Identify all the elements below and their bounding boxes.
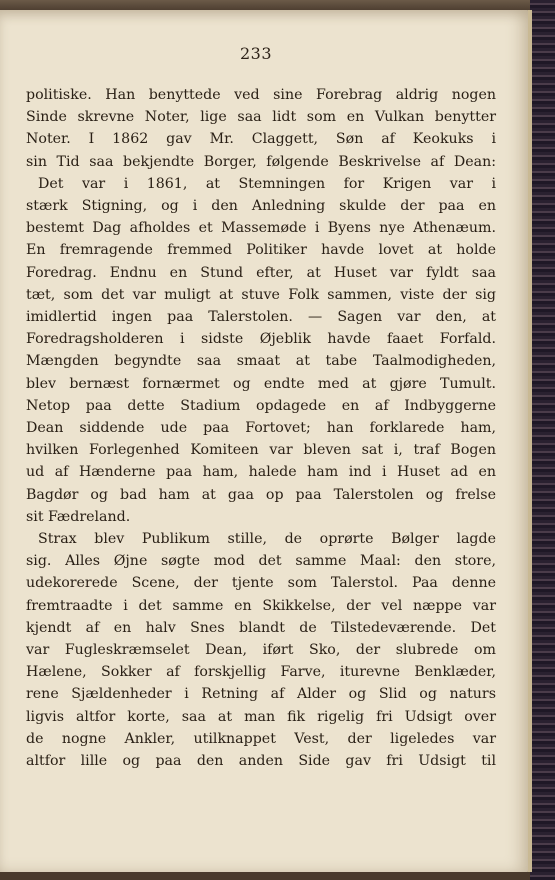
text-line: Det var i 1861, at Stemningen for Krigen var i [38, 175, 496, 192]
text-line: altfor lille og paa den anden Side gav fri Udsigt til [26, 753, 496, 770]
text-line: udekorerede Scene, der tjente som Talerstol. Paa denne [26, 575, 496, 592]
page-text [26, 84, 496, 772]
text-line: fremtraadte i det samme en Skikkelse, der vel næppe var [26, 597, 496, 614]
text-line: En fremragende fremmed Politiker havde lovet at holde [26, 242, 496, 259]
text-line: tæt, som det var muligt at stuve Folk sammen, viste der sig [26, 286, 496, 303]
text-line: Sinde skrevne Noter, lige saa lidt som en Vulkan benytter [26, 109, 496, 126]
text-line: Mængden begyndte saa smaat at tabe Taalmodigheden, [26, 353, 496, 370]
text-line: Strax blev Publikum stille, de oprørte Bølger lagde [38, 531, 496, 548]
text-line: Foredragsholderen i sidste Øjeblik havde faaet Forfald. [26, 331, 496, 348]
text-line: blev bernæst fornærmet og endte med at gjøre Tumult. [26, 375, 496, 392]
text-line: Hælene, Sokker af forskjellig Farve, iturevne Benklæder, [26, 664, 496, 681]
book-spine [530, 0, 555, 880]
text-line: Netop paa dette Stadium opdagede en af Indbyggerne [26, 397, 496, 414]
text-line: Noter. I 1862 gav Mr. Claggett, Søn af Keokuks i [26, 131, 496, 148]
text-line: ud af Hænderne paa ham, halede ham ind i Huset ad en [26, 464, 496, 481]
text-line: kjendt af en halv Snes blandt de Tilstedeværende. Det [26, 619, 496, 636]
page-number: 233 [239, 44, 273, 63]
text-line: stærk Stigning, og i den Anledning skulde der paa en [26, 198, 496, 215]
text-line: sig. Alles Øjne søgte mod det samme Maal: den store, [26, 553, 496, 570]
text-line: politiske. Han benyttede ved sine Forebrag aldrig nogen [26, 87, 496, 103]
text-line: de nogne Ankler, utilknappet Vest, der ligeledes var [26, 730, 496, 747]
text-line: sit Fædreland. [26, 508, 131, 525]
text-line: hvilken Forlegenhed Komiteen var bleven sat i, traf Bogen [26, 442, 496, 459]
text-line: var Fugleskræmselet Dean, iført Sko, der slubrede om [26, 642, 496, 659]
text-line: Dean siddende ude paa Fortovet; han forklarede ham, [26, 420, 496, 437]
text-line: sin Tid saa bekjendte Borger, følgende Beskrivelse af Dean: [26, 153, 496, 170]
text-line: Bagdør og bad ham at gaa op paa Talerstolen og frelse [26, 486, 496, 503]
text-line: imidlertid ingen paa Talerstolen. — Sagen var den, at [26, 309, 496, 326]
page-edge [528, 10, 532, 872]
text-line: ligvis altfor korte, saa at man fik rigelig fri Udsigt over [26, 708, 496, 725]
text-line: bestemt Dag afholdes et Massemøde i Byens nye Athenæum. [26, 220, 496, 237]
text-line: rene Sjældenheder i Retning af Alder og Slid og naturs [26, 686, 496, 703]
text-line: Foredrag. Endnu en Stund efter, at Huset var fyldt saa [26, 264, 496, 281]
